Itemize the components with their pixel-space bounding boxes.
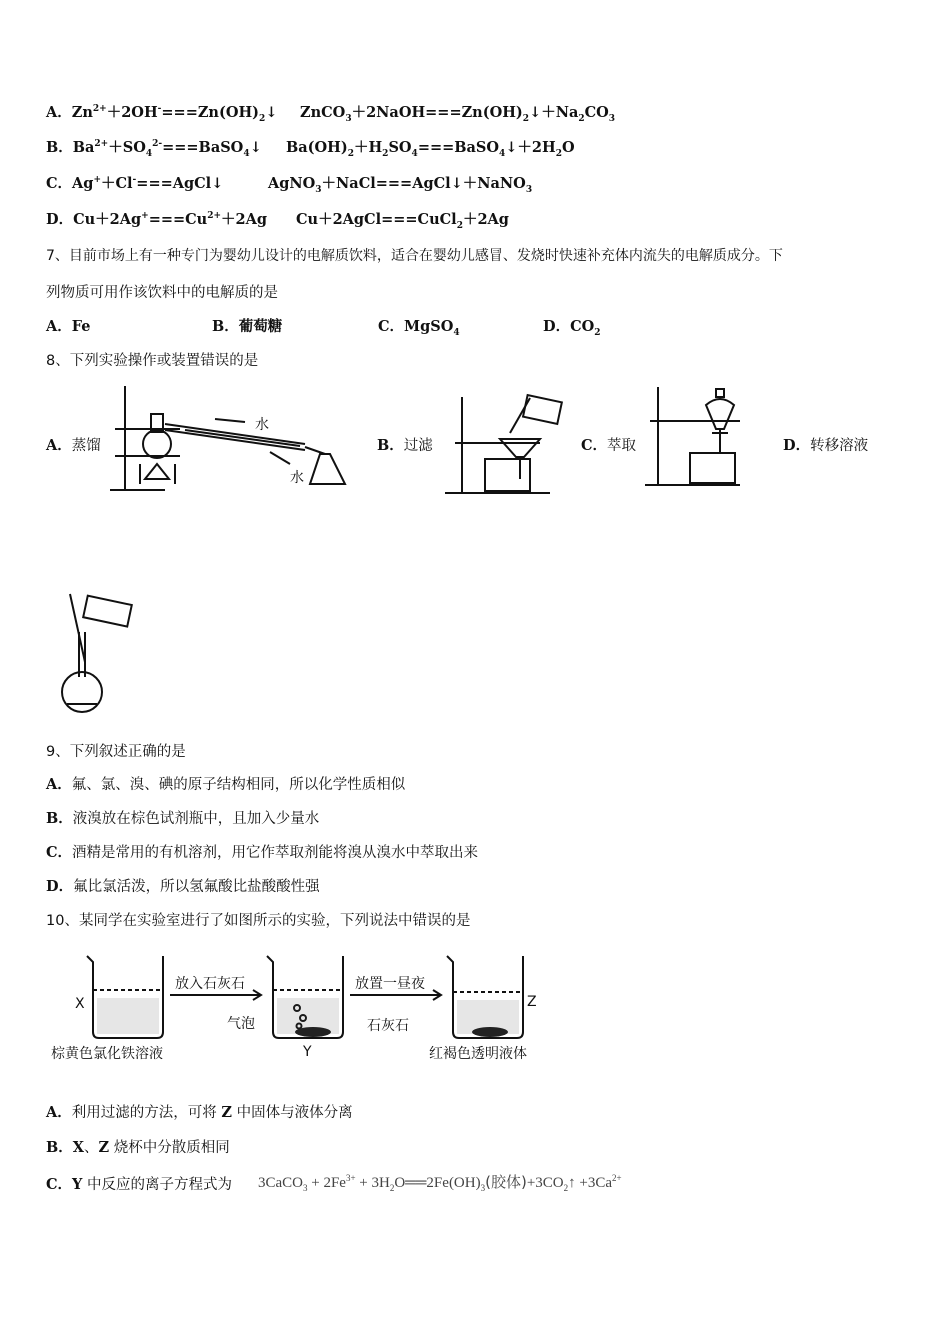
beaker-z-label: Z	[527, 994, 537, 1010]
q6-option-c: C．Ag+＋Cl-===AgCl↓	[46, 175, 224, 192]
q6-option-c-eq2: AgNO$_3$＋NaCl===AgCl↓＋NaNO$_3$	[268, 175, 533, 195]
q9-option-a: A．氟、氯、溴、碘的原子结构相同，所以化学性质相似	[46, 776, 406, 793]
q7-option-b: B．葡萄糖	[212, 318, 283, 335]
q6-option-b-eq2: $Ba(OH)_2+H_2SO_4===BaSO_4↓+2H_2O$	[286, 139, 575, 159]
q6-option-d: D．$Cu+2Ag^+===Cu^{2+}+2Ag$	[46, 211, 268, 228]
extraction-apparatus	[640, 383, 765, 493]
q10-option-a: A．利用过滤的方法，可将 Z 中固体与液体分离	[46, 1104, 353, 1121]
q9-option-c: C．酒精是常用的有机溶剂，用它作萃取剂能将溴从溴水中萃取出来	[46, 844, 479, 861]
q7-stem-line2: 列物质可用作该饮料中的电解质的是	[46, 285, 278, 301]
transfer-solution-apparatus	[55, 592, 155, 717]
q8-stem: 8、下列实验操作或装置错误的是	[46, 353, 259, 369]
q7-option-d: D．$CO_2$	[543, 318, 601, 338]
q10-option-b: B．X、Z 烧杯中分散质相同	[46, 1139, 230, 1156]
q7-option-a: A．Fe	[46, 318, 91, 335]
q8-option-b-label: B．过滤	[377, 437, 433, 454]
distill-water-out-label: 水	[290, 470, 304, 486]
stone-label: 石灰石	[367, 1018, 409, 1034]
q8-option-d-label: D．转移溶液	[783, 437, 869, 454]
q6-option-a: A．$Zn^{2+}+2OH^-===Zn(OH)_2↓$	[46, 104, 278, 124]
q9-option-b: B．液溴放在棕色试剂瓶中，且加入少量水	[46, 810, 320, 827]
beaker-experiment-figure	[45, 950, 565, 1065]
q10-stem: 10、某同学在实验室进行了如图所示的实验，下列说法中错误的是	[46, 913, 471, 929]
q10-option-c-equation: 3CaCO$_3$ + $2Fe^{3+}$ + $3H_2O══2Fe(OH)_3$(胶体)$+3CO_2↑ +3Ca^{2+}$	[258, 1173, 622, 1193]
q6-option-a-eq2: $ZnCO_3+2NaOH===Zn(OH)_2↓+Na_2CO_3$	[300, 104, 616, 124]
bubble-label: 气泡	[227, 1016, 255, 1032]
caption-left: 棕黄色氯化铁溶液	[51, 1046, 163, 1062]
q8-option-c-label: C．萃取	[581, 437, 637, 454]
q7-option-c: C．MgSO$_4$	[378, 318, 460, 338]
beaker-x-label: X	[75, 996, 85, 1012]
q9-stem: 9、下列叙述正确的是	[46, 744, 186, 760]
q8-option-a-label: A．蒸馏	[46, 437, 101, 454]
arrow2-label: 放置一昼夜	[355, 976, 425, 992]
distillation-apparatus	[105, 384, 355, 499]
q7-stem-line1: 7、目前市场上有一种专门为婴幼儿设计的电解质饮料，适合在婴幼儿感冒、发烧时快速补充体内流失的电解质成分。下	[46, 248, 783, 264]
arrow1-label: 放入石灰石	[175, 976, 245, 992]
distill-water-in-label: 水	[255, 417, 269, 433]
filtration-apparatus	[440, 393, 570, 498]
q6-option-d-eq2: Cu＋2AgCl===CuCl$_2$＋2Ag	[296, 211, 509, 231]
caption-right: 红褐色透明液体	[429, 1046, 527, 1062]
q6-option-b: B．$Ba^{2+}+SO_4^{2-}===BaSO_4↓$	[46, 139, 262, 159]
q9-option-d: D．氟比氯活泼，所以氢氟酸比盐酸酸性强	[46, 878, 320, 895]
q10-option-c: C．Y 中反应的离子方程式为	[46, 1176, 233, 1193]
beaker-y-label: Y	[303, 1044, 312, 1060]
